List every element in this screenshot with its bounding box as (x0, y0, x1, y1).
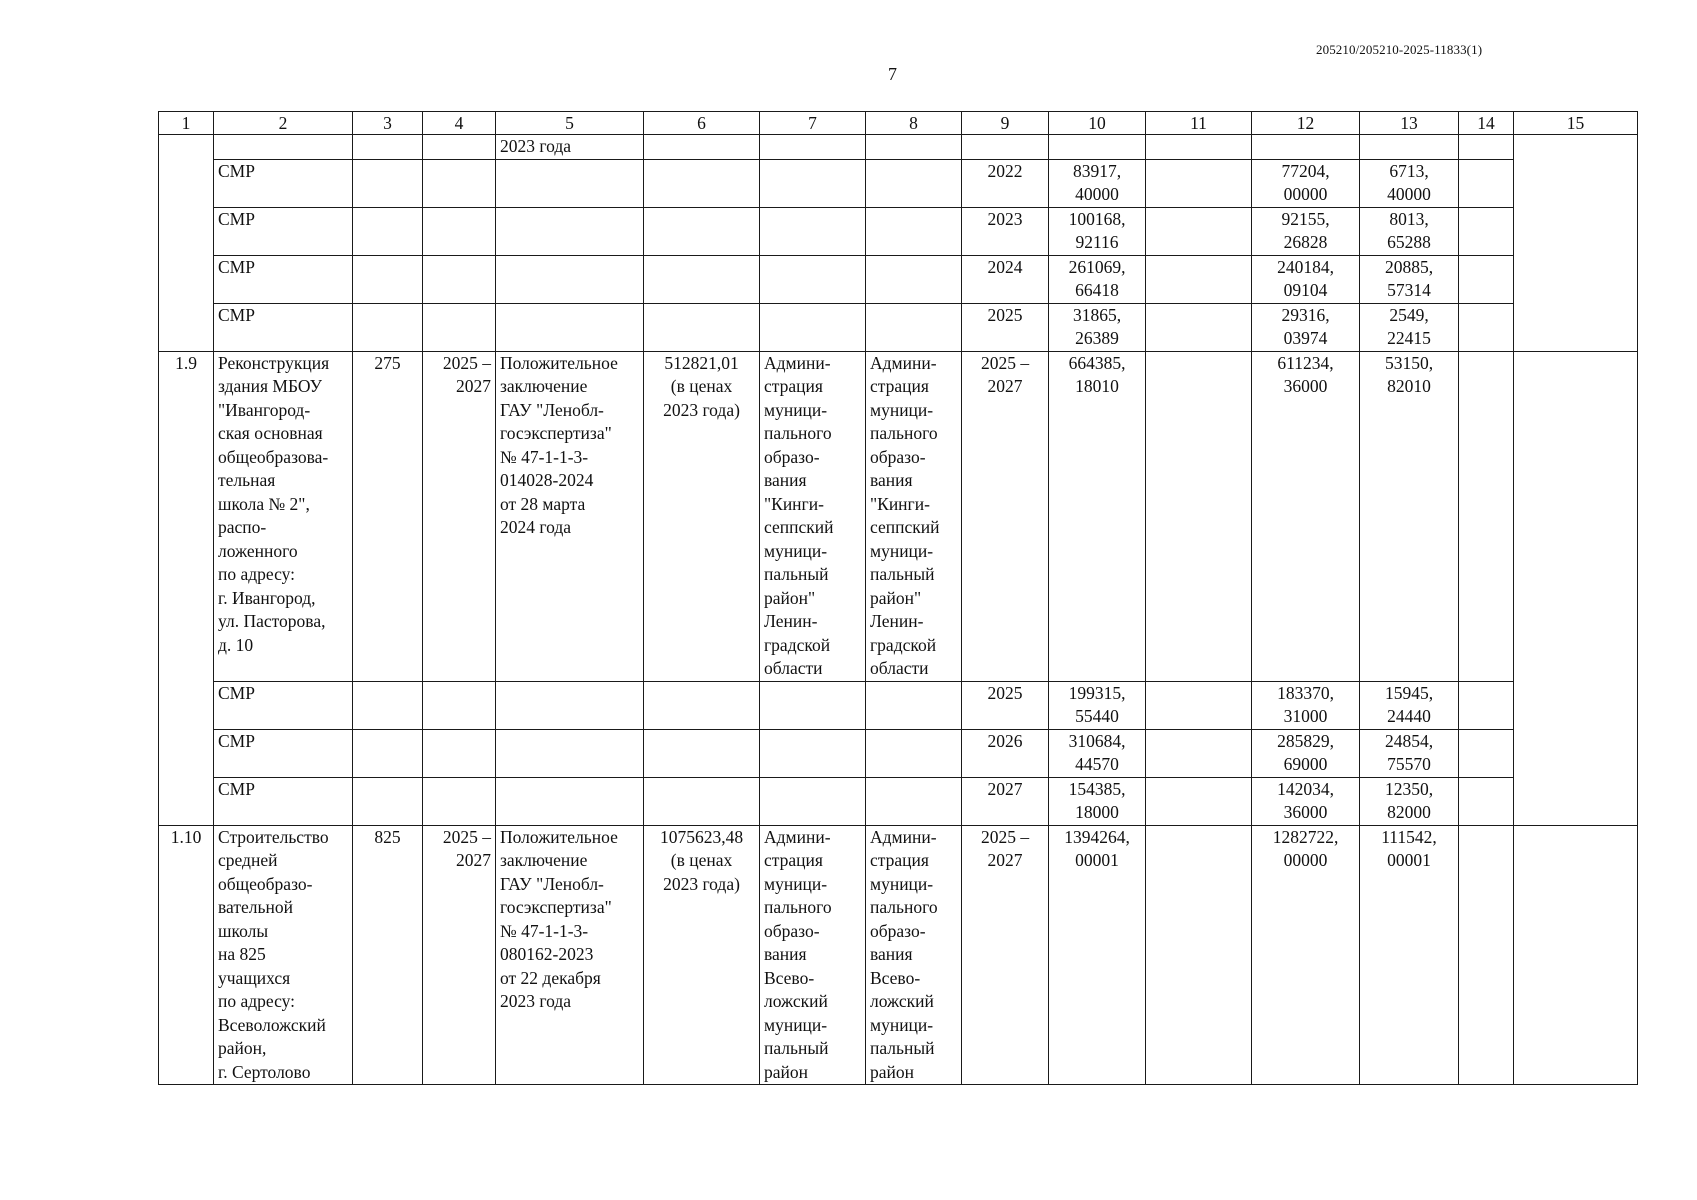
cell-municipal: 24854, 75570 (1360, 729, 1459, 777)
cell (962, 135, 1049, 160)
col-header: 3 (353, 112, 423, 135)
col-header: 1 (159, 112, 214, 135)
cell-regional: 240184, 09104 (1252, 255, 1360, 303)
col-header: 12 (1252, 112, 1360, 135)
cell-total: 664385, 18010 (1049, 351, 1146, 681)
cell-year: 2026 (962, 729, 1049, 777)
cell-period: 2025 – 2027 (423, 825, 496, 1085)
cell-estimate: 512821,01 (в ценах 2023 года) (644, 351, 760, 681)
cell (1146, 825, 1252, 1085)
cell-item-number: 1.9 (159, 351, 214, 825)
cell-developer: Админи- страция муници- пального образо- вания "Кинги- сеппский муници- пальный район" Ленин- градской области (866, 351, 962, 681)
cell-period: 2025 – 2027 (423, 351, 496, 681)
col-header: 13 (1360, 112, 1459, 135)
table-row (159, 303, 1638, 351)
cell-regional: 611234, 36000 (1252, 351, 1360, 681)
table-row (159, 777, 1638, 825)
cell-total: 261069, 66418 (1049, 255, 1146, 303)
cell (423, 135, 496, 160)
table-row (159, 681, 1638, 729)
cell-type: СМР (214, 303, 353, 351)
cell-regional: 92155, 26828 (1252, 207, 1360, 255)
cell-year: 2027 (962, 777, 1049, 825)
table-row (159, 729, 1638, 777)
cell-developer: Админи- страция муници- пального образо- вания Всево- ложский муници- пальный район (866, 825, 962, 1085)
cell-type: СМР (214, 729, 353, 777)
cell-regional: 285829, 69000 (1252, 729, 1360, 777)
cell-object-name: Строительство средней общеобразо- вательной школы на 825 учащихся по адресу: Всеволожский район, г. Сертолово (214, 825, 353, 1085)
cell (1360, 135, 1459, 160)
cell-total: 100168, 92116 (1049, 207, 1146, 255)
cell (1514, 825, 1638, 1085)
cell (1146, 351, 1252, 681)
cell-total: 1394264, 00001 (1049, 825, 1146, 1085)
cell-year: 2023 (962, 207, 1049, 255)
cell-type: СМР (214, 777, 353, 825)
cell-conclusion: Положительное заключение ГАУ "Ленобл- госэкспертиза" № 47-1-1-3- 080162-2023 от 22 декабря 2023 года (496, 825, 644, 1085)
cell (1459, 825, 1514, 1085)
cell-regional: 1282722, 00000 (1252, 825, 1360, 1085)
cell (1146, 135, 1252, 160)
cell-regional: 142034, 36000 (1252, 777, 1360, 825)
cell-item-number: 1.10 (159, 825, 214, 1085)
cell-municipal: 20885, 57314 (1360, 255, 1459, 303)
cell-year: 2025 (962, 303, 1049, 351)
cell-type: СМР (214, 681, 353, 729)
cell-year: 2025 (962, 681, 1049, 729)
column-number-row (159, 112, 1638, 135)
col-header: 14 (1459, 112, 1514, 135)
cell-estimate: 1075623,48 (в ценах 2023 года) (644, 825, 760, 1085)
cell-total: 154385, 18000 (1049, 777, 1146, 825)
cell-capacity: 275 (353, 351, 423, 681)
cell-total: 310684, 44570 (1049, 729, 1146, 777)
cell-capacity: 825 (353, 825, 423, 1085)
cell (1459, 135, 1514, 160)
table-row (159, 159, 1638, 207)
cell-municipal: 8013, 65288 (1360, 207, 1459, 255)
page-number: 7 (888, 64, 897, 84)
cell-year: 2022 (962, 159, 1049, 207)
cell-customer: Админи- страция муници- пального образо- вания "Кинги- сеппский муници- пальный район" Ленин- градской области (760, 351, 866, 681)
document-id: 205210/205210-2025-11833(1) (1316, 42, 1483, 57)
cell-year: 2025 – 2027 (962, 351, 1049, 681)
col-header: 5 (496, 112, 644, 135)
cell-municipal: 2549, 22415 (1360, 303, 1459, 351)
cell (1514, 135, 1638, 352)
table-row (159, 255, 1638, 303)
cell-regional: 29316, 03974 (1252, 303, 1360, 351)
col-header: 9 (962, 112, 1049, 135)
col-header: 11 (1146, 112, 1252, 135)
cell-municipal: 6713, 40000 (1360, 159, 1459, 207)
cell-year: 2025 – 2027 (962, 825, 1049, 1085)
cell (1459, 351, 1514, 681)
col-header: 8 (866, 112, 962, 135)
cell-municipal: 12350, 82000 (1360, 777, 1459, 825)
cell-total: 31865, 26389 (1049, 303, 1146, 351)
cell-total: 199315, 55440 (1049, 681, 1146, 729)
cell-type: СМР (214, 255, 353, 303)
cell-object-name: Реконструкция здания МБОУ "Ивангород- ская основная общеобразова- тельная школа № 2", распо- ложенного по адресу: г. Ивангород, ул. Пасторова, д. 10 (214, 351, 353, 681)
investment-table (158, 111, 1638, 1085)
cell (1049, 135, 1146, 160)
cell-year: 2024 (962, 255, 1049, 303)
col-header: 10 (1049, 112, 1146, 135)
col-header: 4 (423, 112, 496, 135)
cell-total: 83917, 40000 (1049, 159, 1146, 207)
table-row-item-1-9 (159, 351, 1638, 681)
cell-conclusion: 2023 года (496, 135, 644, 160)
cell (1514, 351, 1638, 825)
cell-municipal: 111542, 00001 (1360, 825, 1459, 1085)
cell (1252, 135, 1360, 160)
cell (353, 135, 423, 160)
cell (866, 135, 962, 160)
col-header: 2 (214, 112, 353, 135)
table-row (159, 135, 1638, 160)
cell (214, 135, 353, 160)
cell-type: СМР (214, 159, 353, 207)
cell-regional: 77204, 00000 (1252, 159, 1360, 207)
cell (760, 135, 866, 160)
cell-regional: 183370, 31000 (1252, 681, 1360, 729)
cell-type: СМР (214, 207, 353, 255)
col-header: 7 (760, 112, 866, 135)
cell-municipal: 15945, 24440 (1360, 681, 1459, 729)
col-header: 15 (1514, 112, 1638, 135)
cell-conclusion: Положительное заключение ГАУ "Ленобл- госэкспертиза" № 47-1-1-3- 014028-2024 от 28 марта 2024 года (496, 351, 644, 681)
cell (644, 135, 760, 160)
table-row-item-1-10 (159, 825, 1638, 1085)
table-row (159, 207, 1638, 255)
col-header: 6 (644, 112, 760, 135)
cell-municipal: 53150, 82010 (1360, 351, 1459, 681)
cell (159, 135, 214, 352)
cell-customer: Админи- страция муници- пального образо- вания Всево- ложский муници- пальный район (760, 825, 866, 1085)
